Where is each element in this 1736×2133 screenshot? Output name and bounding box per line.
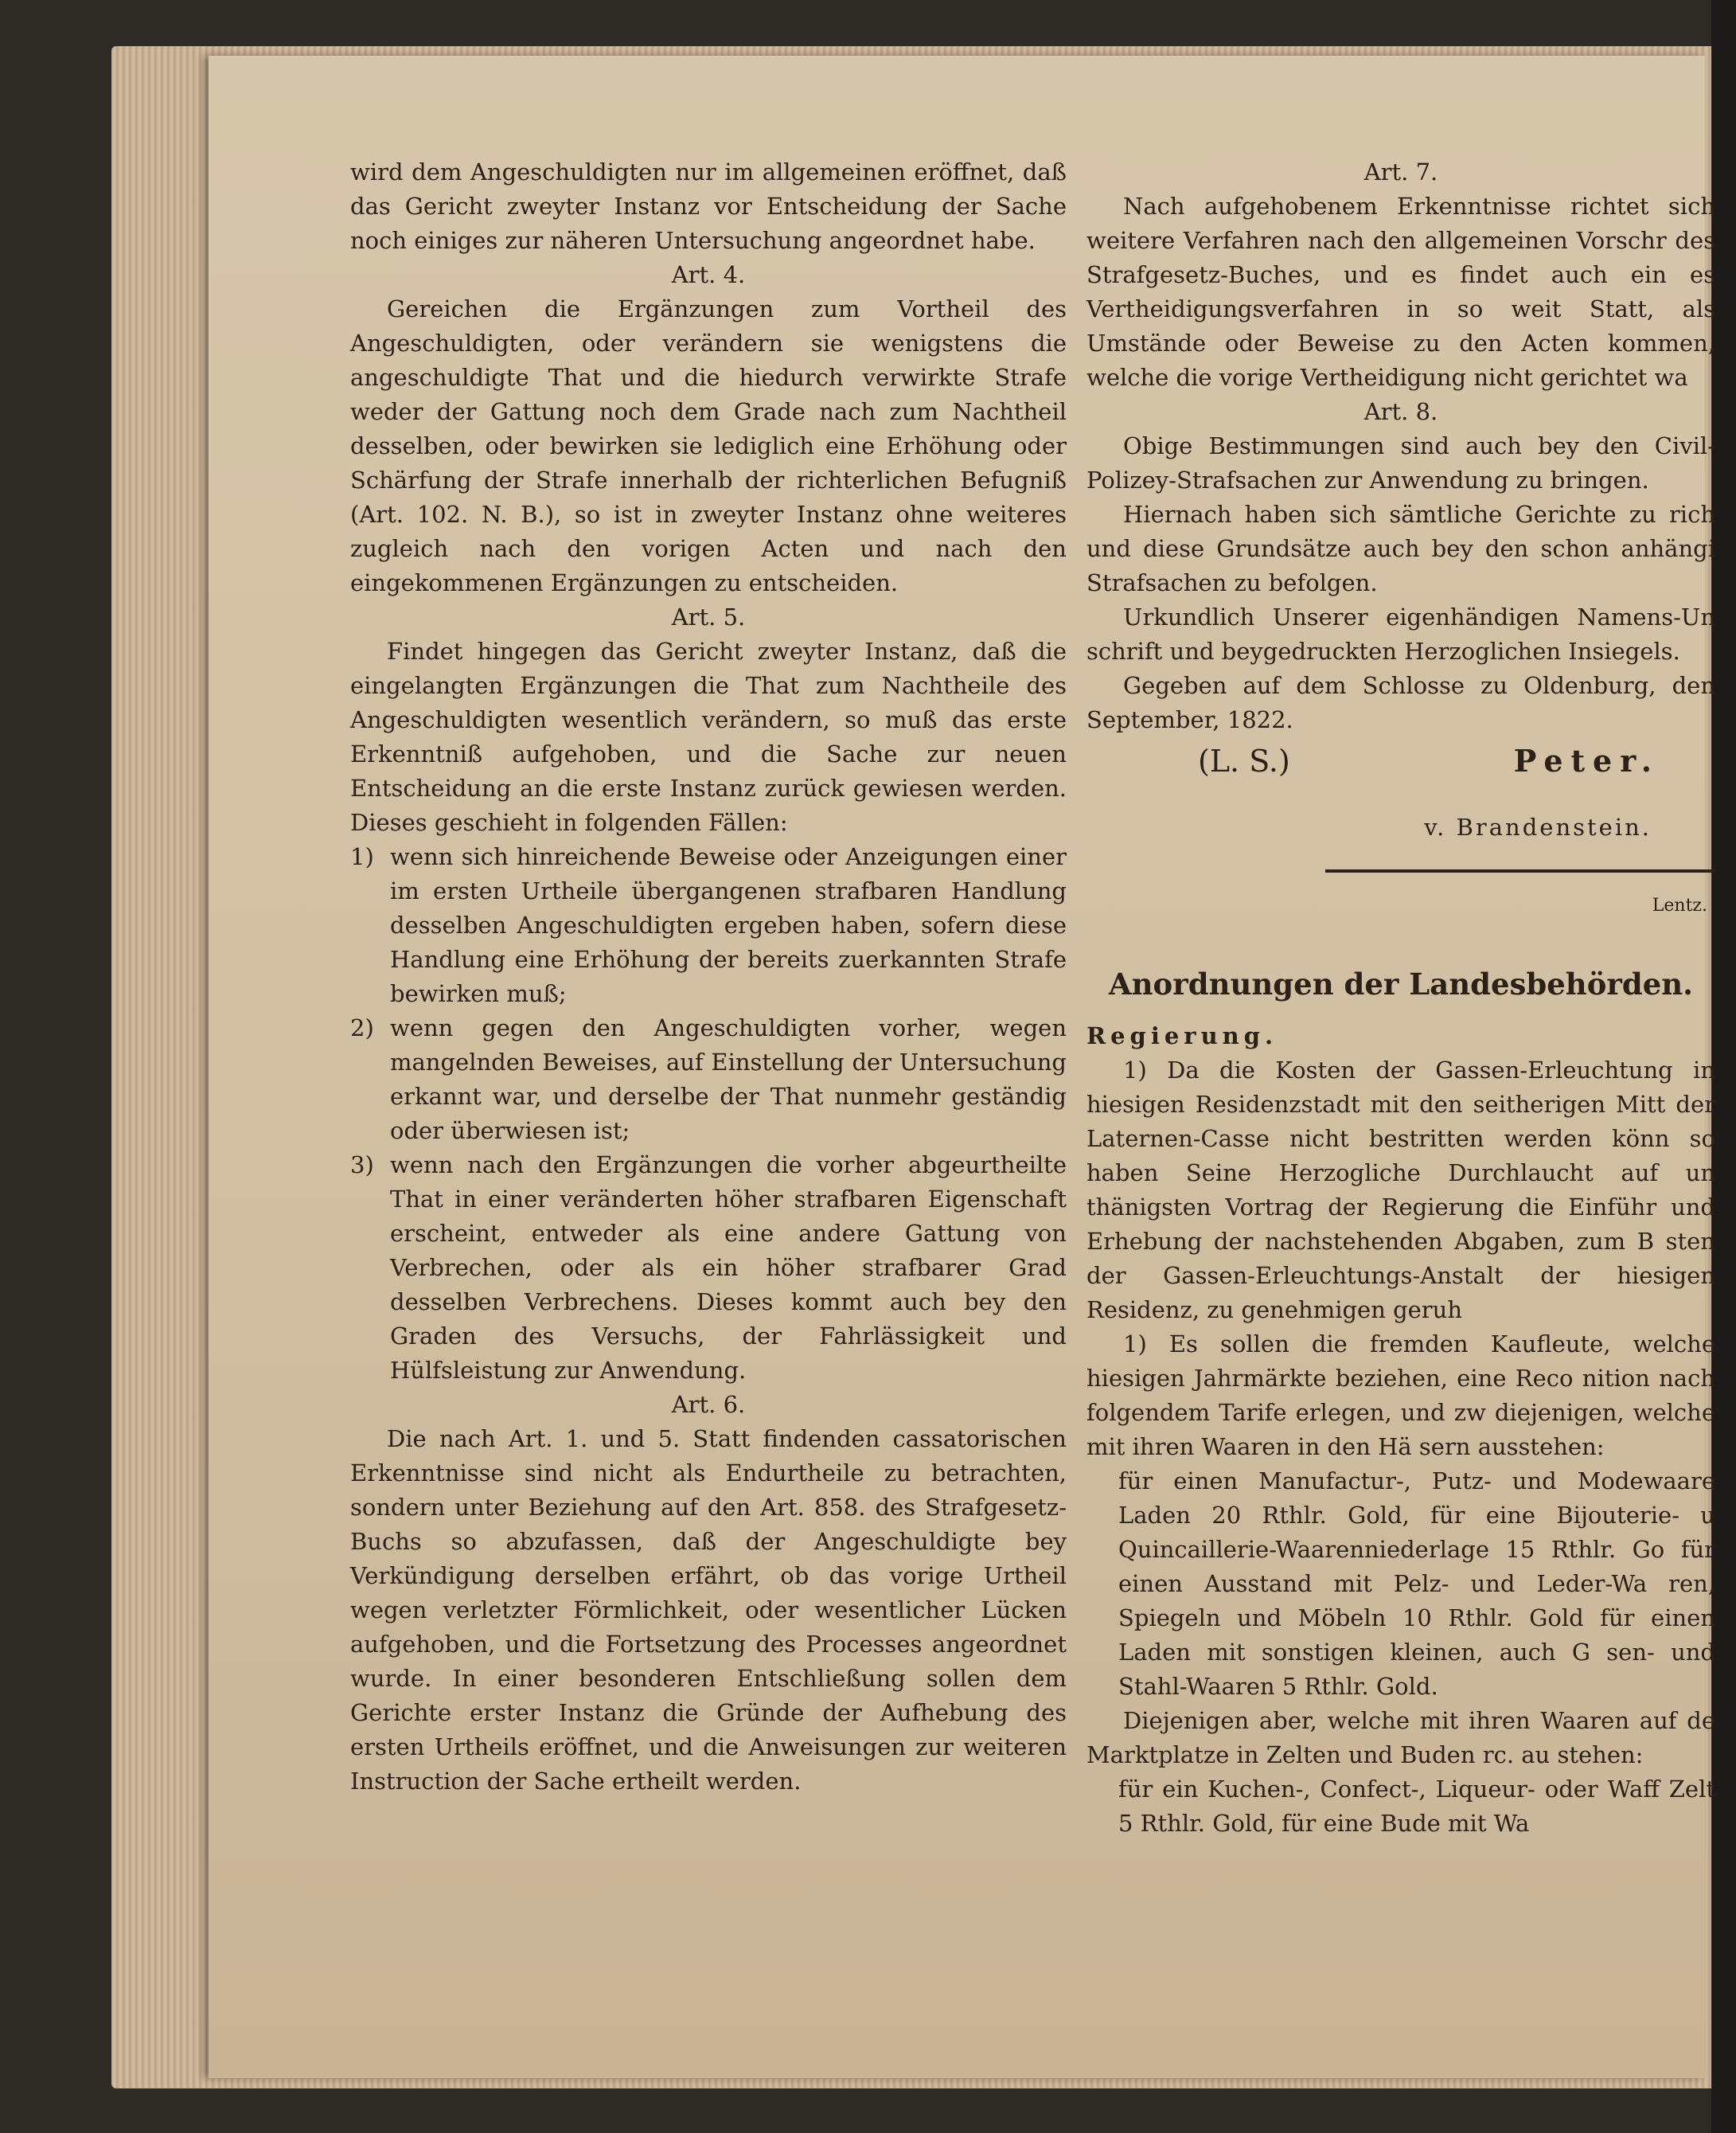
list-item-text: wenn gegen den Angeschuldigten vorher, wegen mangelnden Beweises, auf Einstellung der Untersuchung erkannt war, und derselbe der That nunmehr geständig oder überwiesen ist; xyxy=(390,1014,1067,1144)
urkundlich-paragraph: Urkundlich Unserer eigenhändigen Namens-Un schrift und beygedruckten Herzoglichen Insiegels. xyxy=(1086,604,1715,665)
left-column xyxy=(350,155,1067,1799)
list-item xyxy=(350,1148,1067,1388)
tariff-text: für einen Manufactur-, Putz- und Modewaare Laden 20 Rthlr. Gold, für eine Bijouterie- u Quincaillerie-Waarenniederlage 15 Rthlr. Go für einen Ausstand mit Pelz- und Leder-Wa ren, Spiegeln und Möbeln 10 Rthlr. Gold für einen Laden mit sonstigen kleinen, auch G sen- und Stahl-Waaren 5 Rthlr. Gold. xyxy=(1118,1467,1715,1700)
diejenigen-paragraph: Diejenigen aber, welche mit ihren Waaren auf de Marktplatze in Zelten und Buden rc. au stehen: xyxy=(1086,1707,1715,1768)
minister-name: v. Brandenstein. xyxy=(1424,814,1652,841)
list-item-text: wenn nach den Ergänzungen die vorher abgeurtheilte That in einer veränderten höher strafbaren Eigenschaft erscheint, entweder als eine andere Gattung von Verbrechen, oder als ein höher strafbarer Grad desselben Verbrechens. Dieses kommt auch bey den Graden des Versuchs, der Fahrlässigkeit und Hülfsleistung zur Anwendung. xyxy=(390,1151,1067,1384)
art5-heading: Art. 5. xyxy=(671,604,746,631)
signer-name: Peter. xyxy=(1513,743,1660,779)
art7-heading: Art. 7. xyxy=(1363,158,1438,186)
list-item xyxy=(350,840,1067,1011)
seal-mark: (L. S.) xyxy=(1198,744,1290,779)
signature-row xyxy=(1086,737,1715,785)
art5-text: Findet hingegen das Gericht zweyter Instanz, daß die eingelangten Ergänzungen die That zum Nachtheile des Angeschuldigten wesentlich verändern, so muß das erste Erkenntniß aufgehoben, und die Sache zur neuen Entscheidung an die erste Instanz zurück gewiesen werden. Dieses geschieht in folgenden Fällen: xyxy=(350,638,1067,836)
subsection-heading: Regierung. xyxy=(1086,1022,1278,1049)
art6-text: Die nach Art. 1. und 5. Statt findenden cassatorischen Erkenntnisse sind nicht als Endurtheile zu betrachten, sondern unter Beziehung auf den Art. 858. des Strafgesetz-Buchs so abzufassen, daß der Angeschuldigte bey Verkündigung derselben erfährt, ob das vorige Urtheil wegen verletzter Förmlichkeit, oder wesentlicher Lücken aufgehoben, und die Fortsetzung des Processes angeordnet wurde. In einer besonderen Entschließung sollen dem Gerichte erster Instanz die Gründe der Aufhebung des ersten Urtheils eröffnet, und die Anweisungen zur weiteren Instruction der Sache ertheilt werden. xyxy=(350,1425,1067,1795)
intro-paragraph: wird dem Angeschuldigten nur im allgemeinen eröffnet, daß das Gericht zweyter Instanz vor Entscheidung der Sache noch einiges zur näheren Untersuchung angeordnet habe. xyxy=(350,158,1067,254)
art7-text: Nach aufgehobenem Erkenntnisse richtet sich weitere Verfahren nach den allgemeinen Vorschr des Strafgesetz-Buches, und es findet auch ein es Vertheidigungsverfahren in so weit Statt, als Umstände oder Beweise zu den Acten kommen, welche die vorige Vertheidigung nicht gerichtet wa xyxy=(1086,193,1715,391)
tariff-block xyxy=(1118,1464,1715,1704)
art4-text: Gereichen die Ergänzungen zum Vortheil des Angeschuldigten, oder verändern sie wenigstens die angeschuldigte That und die hiedurch verwirkte Strafe weder der Gattung noch dem Grade nach zum Nachtheil desselben, oder bewirken sie lediglich eine Erhöhung oder Schärfung der Strafe innerhalb der richterlichen Befugniß (Art. 102. N. B.), so ist in zweyter Instanz ohne weiteres zugleich nach den vorigen Acten und nach den eingekommenen Ergänzungen zu entscheiden. xyxy=(350,295,1067,596)
signature-mark: Lentz. xyxy=(1652,896,1707,916)
list-item-text: wenn sich hinreichende Beweise oder Anzeigungen einer im ersten Urtheile übergangenen strafbaren Handlung desselben Angeschuldigten ergeben haben, sofern diese Handlung eine Erhöhung der bereits zuerkannten Strafe bewirken muß; xyxy=(390,843,1067,1007)
art6-heading: Art. 6. xyxy=(671,1391,746,1418)
list-item-number: 1) xyxy=(350,843,374,870)
list-item xyxy=(350,1011,1067,1148)
gegeben-paragraph: Gegeben auf dem Schlosse zu Oldenburg, den September, 1822. xyxy=(1086,672,1715,733)
tariff-block xyxy=(1118,1772,1715,1841)
hiernach-paragraph: Hiernach haben sich sämtliche Gerichte zu rich und diese Grundsätze auch bey den schon anhängi Strafsachen zu befolgen. xyxy=(1086,501,1715,596)
tariff-text: für ein Kuchen-, Confect-, Liqueur- oder Waff Zelt 5 Rthlr. Gold, für eine Bude mit Wa xyxy=(1118,1776,1715,1837)
art8-text: Obige Bestimmungen sind auch bey den Civil- Polizey-Strafsachen zur Anwendung zu bringen. xyxy=(1086,432,1715,494)
section-heading: Anordnungen der Landesbehörden. xyxy=(1108,967,1694,1002)
right-column xyxy=(1086,155,1715,1841)
list-item-number: 2) xyxy=(350,1014,374,1041)
art4-heading: Art. 4. xyxy=(671,261,746,288)
art8-heading: Art. 8. xyxy=(1363,398,1438,425)
divider-rule xyxy=(1325,869,1715,873)
regulation-paragraph: 1) Da die Kosten der Gassen-Erleuchtung in hiesigen Residenzstadt mit den seitherigen Mitt der Laternen-Casse nicht bestritten werden könn so haben Seine Herzogliche Durchlaucht auf un thänigsten Vortrag der Regierung die Einführ und Erhebung der nachstehenden Abgaben, zum B sten der Gassen-Erleuchtungs-Anstalt der hiesigen Residenz, zu genehmigen geruh xyxy=(1086,1057,1715,1323)
list-item-number: 3) xyxy=(350,1151,374,1178)
regulation-subparagraph: 1) Es sollen die fremden Kaufleute, welche hiesigen Jahrmärkte beziehen, eine Reco nition nach folgendem Tarife erlegen, und zw diejenigen, welche mit ihren Waaren in den Hä sern ausstehen: xyxy=(1086,1330,1715,1460)
